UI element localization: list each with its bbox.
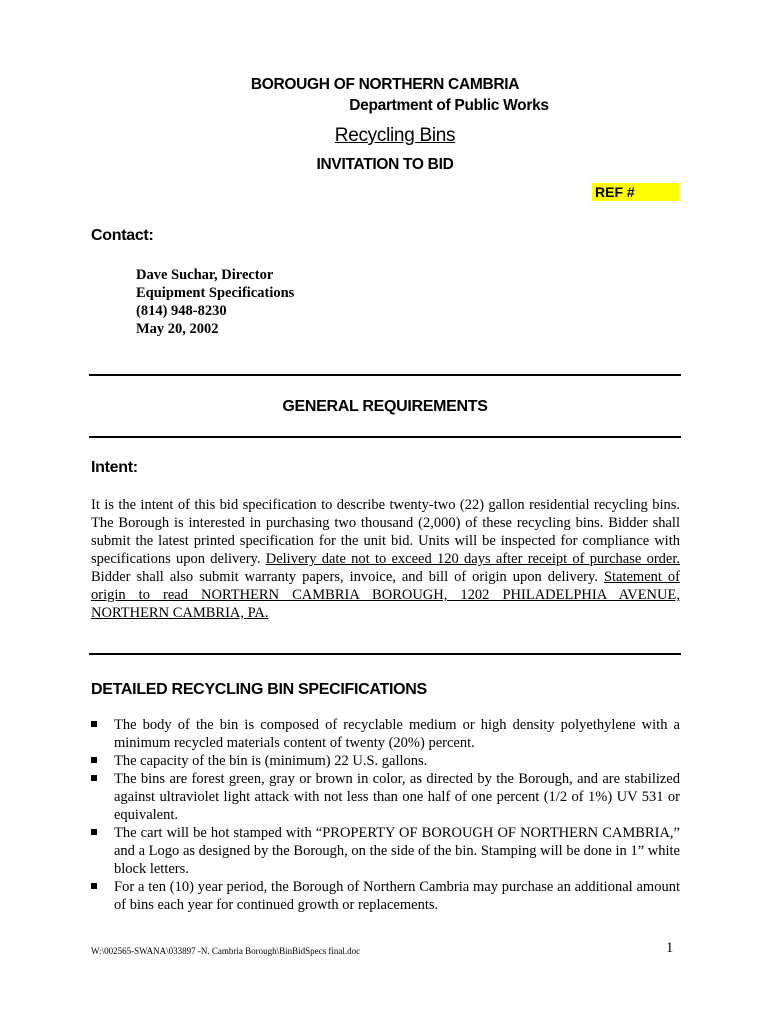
list-item xyxy=(91,752,680,770)
specifications-list xyxy=(91,716,680,914)
contact-name: Dave Suchar, Director xyxy=(136,267,274,283)
bullet-icon xyxy=(91,775,97,781)
footer-file-path: W:\002565-SWANA\033897 -N. Cambria Borough\BinBidSpecs final.doc xyxy=(91,946,361,956)
bullet-icon xyxy=(91,829,97,835)
intent-text: It is the intent of this bid specification to describe twenty-two (22) gallon residential recycling bins. The Borough is interested in purchasing two thousand (2,000) of these recycling bins. Bidder shall submit the latest printed specification for the unit bid. Units will be inspected for compliance with specifications upon delivery. xyxy=(91,497,680,567)
divider xyxy=(89,436,681,438)
list-item-text: The body of the bin is composed of recyclable medium or high density polyethylene with a minimum recycled materials content of twenty (20%) percent. xyxy=(114,717,680,751)
list-item-text: The cart will be hot stamped with “PROPERTY OF BOROUGH OF NORTHERN CAMBRIA,” and a Logo as designed by the Borough, on the side of the bin. Stamping will be done in 1” white block letters. xyxy=(114,825,680,877)
list-item-text: The bins are forest green, gray or brown in color, as directed by the Borough, and are stabilized against ultraviolet light attack with not less than one half of one percent (1/2 of 1%) UV 531 or equivalent. xyxy=(114,771,680,823)
document-subtitle-text: INVITATION TO BID xyxy=(316,156,454,173)
intent-label: Intent: xyxy=(91,459,138,476)
divider xyxy=(89,653,681,655)
document-title-text: Recycling Bins xyxy=(334,125,456,146)
organization-heading: BOROUGH OF NORTHERN CAMBRIA xyxy=(250,76,520,93)
general-requirements-heading xyxy=(0,398,770,416)
bullet-icon xyxy=(91,883,97,889)
intent-paragraph xyxy=(91,496,680,622)
document-title xyxy=(0,125,770,147)
list-item xyxy=(91,878,680,914)
intent-text: Bidder shall also submit warranty papers, invoice, and bill of origin upon delivery. xyxy=(91,569,604,585)
page-number: 1 xyxy=(666,940,674,956)
department-heading xyxy=(0,97,770,115)
divider xyxy=(89,374,681,376)
contact-phone: (814) 948-8230 xyxy=(136,303,227,319)
intent-delivery-terms: Delivery date not to exceed 120 days after receipt of purchase order. xyxy=(265,551,680,567)
general-requirements-text: GENERAL REQUIREMENTS xyxy=(282,398,488,415)
department-text: Department of Public Works xyxy=(349,97,549,114)
list-item-text: The capacity of the bin is (minimum) 22 U.S. gallons. xyxy=(114,753,428,769)
ref-number-box: REF # xyxy=(592,183,680,201)
list-item xyxy=(91,716,680,752)
contact-role: Equipment Specifications xyxy=(136,285,295,301)
contact-label: Contact: xyxy=(91,227,154,244)
list-item-text: For a ten (10) year period, the Borough of Northern Cambria may purchase an additional amount of bins each year for continued growth or replacements. xyxy=(114,879,680,913)
document-subtitle xyxy=(0,156,770,174)
list-item xyxy=(91,824,680,878)
contact-date: May 20, 2002 xyxy=(136,321,219,337)
list-item xyxy=(91,770,680,824)
bullet-icon xyxy=(91,757,97,763)
bullet-icon xyxy=(91,721,97,727)
specifications-heading: DETAILED RECYCLING BIN SPECIFICATIONS xyxy=(91,681,427,698)
contact-details xyxy=(136,266,294,338)
intent-origin-statement: Statement of origin to read NORTHERN CAMBRIA BOROUGH, 1202 PHILADELPHIA AVENUE, NORTHERN CAMBRIA, PA. xyxy=(91,569,680,621)
